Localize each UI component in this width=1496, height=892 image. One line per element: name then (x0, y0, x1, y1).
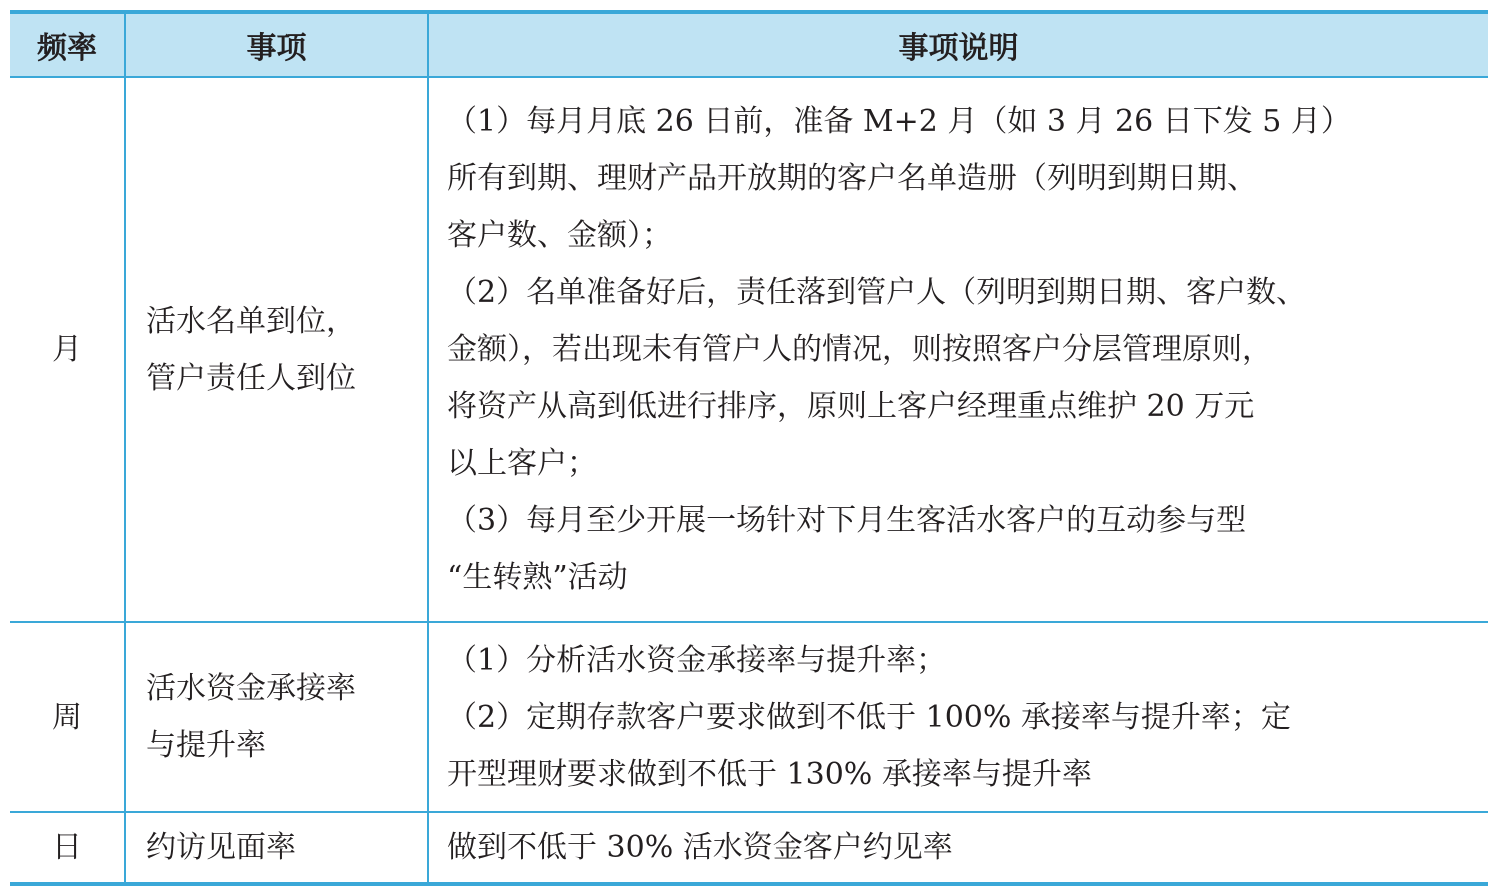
item-cell (125, 812, 428, 884)
description-line: （3）每月至少开展一场针对下月生客活水客户的互动参与型 (447, 503, 1247, 538)
description-cell (428, 77, 1488, 622)
item-line: 与提升率 (146, 728, 266, 763)
frequency-cell: 周 (10, 622, 125, 812)
description-line: 做到不低于 30% 活水资金客户约见率 (447, 830, 953, 865)
description-line: （2）定期存款客户要求做到不低于 100% 承接率与提升率；定 (447, 699, 1291, 735)
header-frequency: 频率 (10, 12, 125, 77)
item-cell (125, 622, 428, 812)
item-line: 管户责任人到位 (146, 360, 356, 396)
description-cell (428, 622, 1488, 812)
description-line: 以上客户； (447, 446, 597, 481)
table-header-row (10, 12, 1488, 77)
description-line: （1）每月月底 26 日前，准备 M+2 月（如 3 月 26 日下发 5 月） (447, 104, 1351, 139)
description-cell (428, 812, 1488, 884)
description-line: （2）名单准备好后，责任落到管户人（列明到期日期、客户数、 (447, 275, 1307, 310)
item-line: 约访见面率 (146, 830, 296, 865)
description-line: “生转熟”活动 (447, 560, 628, 595)
frequency-cell: 月 (10, 77, 125, 622)
item-line: 活水资金承接率 (146, 671, 356, 706)
description-line: 所有到期、理财产品开放期的客户名单造册（列明到期日期、 (447, 161, 1257, 196)
description-line: （1）分析活水资金承接率与提升率； (447, 642, 947, 678)
frequency-cell: 日 (52, 830, 82, 865)
item-line: 活水名单到位， (146, 303, 356, 339)
header-description: 事项说明 (428, 12, 1488, 77)
description-line: 开型理财要求做到不低于 130% 承接率与提升率 (447, 756, 1092, 792)
description-line: 金额），若出现未有管户人的情况，则按照客户分层管理原则， (447, 332, 1272, 367)
header-item: 事项 (125, 12, 428, 77)
table-row-daily (10, 812, 1488, 884)
table-row-monthly (10, 77, 1488, 622)
schedule-table (10, 10, 1488, 886)
description-line: 将资产从高到低进行排序，原则上客户经理重点维护 20 万元 (447, 389, 1255, 424)
description-line: 客户数、金额）； (447, 218, 672, 253)
item-cell (125, 77, 428, 622)
table-row-weekly (10, 622, 1488, 812)
